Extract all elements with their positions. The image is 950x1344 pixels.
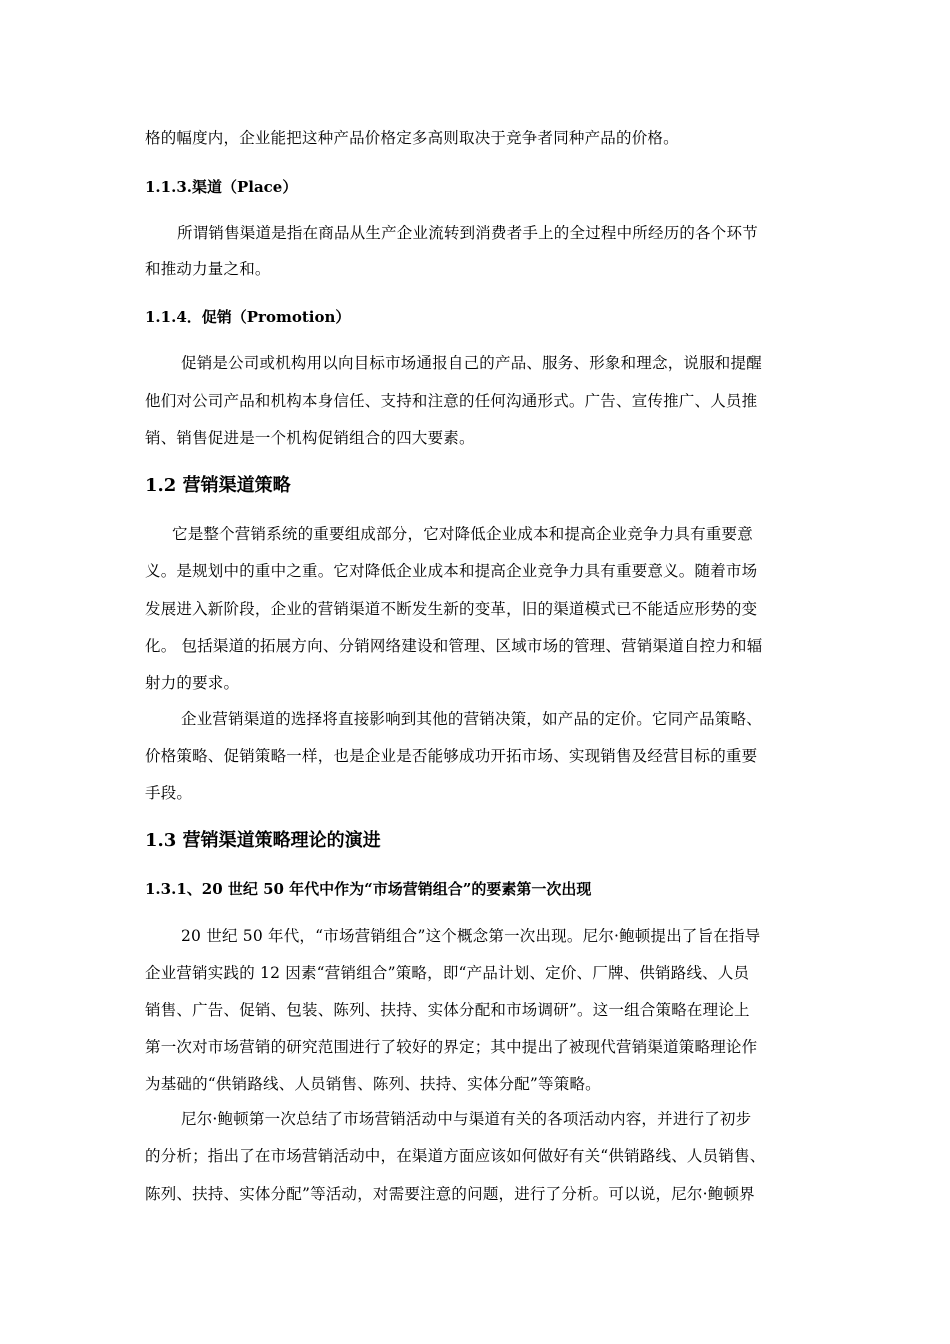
paragraph-line: 企业营销实践的 12 因素“营销组合”策略，即“产品计划、定价、厂牌、供销路线、人员 [145, 964, 750, 982]
paragraph-line: 化。 包括渠道的拓展方向、分销网络建设和管理、区域市场的管理、营销渠道自控力和辐 [145, 637, 763, 655]
paragraph-line: 为基础的“供销路线、人员销售、陈列、扶持、实体分配”等策略。 [145, 1075, 601, 1093]
paragraph-line: 他们对公司产品和机构本身信任、支持和注意的任何沟通形式。广告、宣传推广、人员推 [145, 392, 758, 410]
paragraph-line: 的分析；指出了在市场营销活动中，在渠道方面应该如何做好有关“供销路线、人员销售、 [145, 1147, 766, 1165]
paragraph-line: 所谓销售渠道是指在商品从生产企业流转到消费者手上的全过程中所经历的各个环节 [177, 224, 758, 242]
paragraph-line: 销售、广告、促销、包装、陈列、扶持、实体分配和市场调研”。这一组合策略在理论上 [145, 1001, 750, 1019]
paragraph-line: 义。是规划中的重中之重。它对降低企业成本和提高企业竞争力具有重要意义。随着市场 [145, 562, 758, 580]
paragraph-line: 20 世纪 50 年代，“市场营销组合”这个概念第一次出现。尼尔·鲍顿提出了旨在指导 [181, 927, 761, 945]
paragraph-line: 格的幅度内，企业能把这种产品价格定多高则取决于竞争者同种产品的价格。 [145, 129, 679, 147]
paragraph-line: 尼尔·鲍顿第一次总结了市场营销活动中与渠道有关的各项活动内容，并进行了初步 [181, 1110, 752, 1128]
section-heading-1-3-1: 1.3.1、20 世纪 50 年代中作为“市场营销组合”的要素第一次出现 [145, 880, 592, 898]
paragraph-line: 销、销售促进是一个机构促销组合的四大要素。 [145, 429, 475, 447]
paragraph-line: 射力的要求。 [145, 674, 240, 692]
paragraph-line: 第一次对市场营销的研究范围进行了较好的界定；其中提出了被现代营销渠道策略理论作 [145, 1038, 758, 1056]
section-heading-1-2: 1.2 营销渠道策略 [145, 475, 291, 496]
paragraph-line: 和推动力量之和。 [145, 260, 271, 278]
section-heading-1-1-4: 1.1.4．促销（Promotion） [145, 308, 351, 326]
paragraph-line: 企业营销渠道的选择将直接影响到其他的营销决策，如产品的定价。它同产品策略、 [181, 710, 762, 728]
paragraph-line: 价格策略、促销策略一样，也是企业是否能够成功开拓市场、实现销售及经营目标的重要 [145, 747, 758, 765]
paragraph-line: 陈列、扶持、实体分配”等活动，对需要注意的问题，进行了分析。可以说，尼尔·鲍顿界 [145, 1185, 755, 1203]
section-heading-1-3: 1.3 营销渠道策略理论的演进 [145, 830, 381, 851]
paragraph-line: 它是整个营销系统的重要组成部分，它对降低企业成本和提高企业竞争力具有重要意 [172, 525, 753, 543]
section-heading-1-1-3: 1.1.3.渠道（Place） [145, 178, 298, 196]
paragraph-line: 手段。 [145, 784, 193, 802]
paragraph-line: 发展进入新阶段，企业的营销渠道不断发生新的变革，旧的渠道模式已不能适应形势的变 [145, 600, 758, 618]
paragraph-line: 促销是公司或机构用以向目标市场通报自己的产品、服务、形象和理念，说服和提醒 [181, 354, 762, 372]
